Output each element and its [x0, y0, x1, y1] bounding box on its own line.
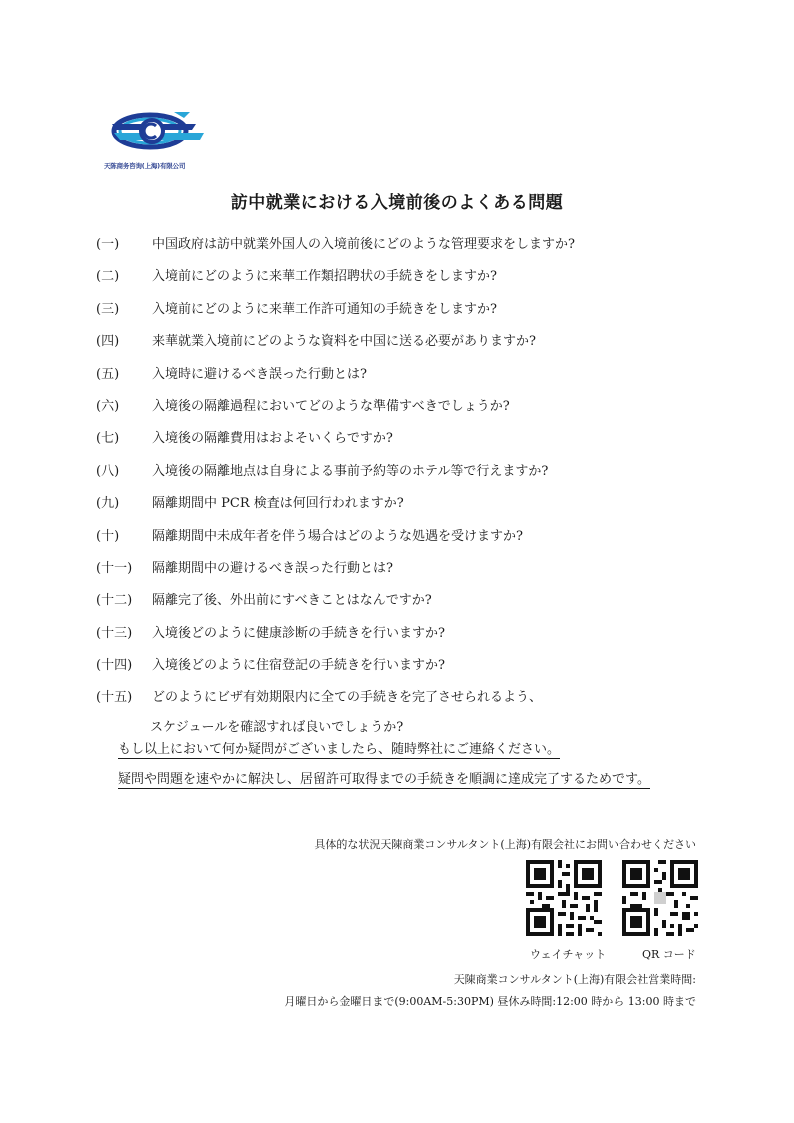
- qr-code[interactable]: [622, 860, 698, 936]
- question-number: (十四): [96, 658, 133, 674]
- question-item: [96, 590, 716, 622]
- wechat-qr-label: ウェイチャット: [530, 948, 607, 961]
- question-item: [96, 266, 716, 298]
- purpose-note: 疑問や問題を速やかに解決し、居留許可取得までの手続きを順調に達成完了するためです。: [118, 768, 650, 789]
- contact-prompt: 具体的な状況天陳商業コンサルタント(上海)有限会社にお問い合わせください: [314, 838, 696, 851]
- question-item: [96, 396, 716, 428]
- qr-code-icon: [622, 860, 698, 936]
- question-number: (十五): [96, 690, 133, 706]
- question-item: [96, 493, 716, 525]
- question-text: 隔離期間中の避けるべき誤った行動とは?: [152, 560, 393, 576]
- question-text: 隔離完了後、外出前にすべきことはなんですか?: [152, 593, 432, 609]
- question-text: 隔離期間中未成年者を伴う場合はどのような処遇を受けますか?: [152, 528, 523, 544]
- question-number: (六): [96, 398, 120, 414]
- company-logo: [104, 100, 224, 178]
- question-item: [96, 428, 716, 460]
- question-item: [96, 299, 716, 331]
- question-text-continuation: スケジュールを確認すれば良いでしょうか?: [150, 720, 404, 736]
- question-list: [96, 234, 716, 736]
- question-number: (四): [96, 334, 120, 350]
- question-item: [96, 234, 716, 266]
- question-item: [96, 526, 716, 558]
- question-item: [96, 364, 716, 396]
- question-number: (七): [96, 431, 120, 447]
- wechat-qr-code[interactable]: [526, 860, 602, 936]
- question-item: [96, 655, 716, 687]
- question-number: (十二): [96, 593, 133, 609]
- question-number: (五): [96, 366, 120, 382]
- question-text: 入境前にどのように来華工作許可通知の手続きをしますか?: [152, 301, 497, 317]
- business-hours-heading: 天陳商業コンサルタント(上海)有限会社営業時間:: [453, 973, 696, 986]
- question-text: 隔離期間中 PCR 検査は何回行われますか?: [152, 496, 404, 512]
- page-title: 訪中就業における入境前後のよくある問題: [230, 193, 564, 213]
- company-logo-caption: 天陈商务咨询(上海)有限公司: [104, 162, 186, 170]
- question-number: (十): [96, 528, 120, 544]
- question-text: 中国政府は訪中就業外国人の入境前後にどのような管理要求をしますか?: [152, 237, 575, 252]
- question-number: (九): [96, 496, 120, 512]
- question-number: (二): [96, 269, 120, 285]
- company-logo-icon: [104, 100, 224, 160]
- question-number: (八): [96, 463, 120, 479]
- question-item: [96, 461, 716, 493]
- question-text: 入境後の隔離地点は自身による事前予約等のホテル等で行えますか?: [152, 463, 549, 479]
- question-text: 入境後どのように住宿登記の手続きを行いますか?: [152, 658, 445, 674]
- question-text: 来華就業入境前にどのような資料を中国に送る必要がありますか?: [152, 334, 536, 350]
- business-hours-detail: 月曜日から金曜日まで(9:00AM-5:30PM) 昼休み時間:12:00 時から 13:00 時まで: [284, 995, 696, 1008]
- question-number: (十三): [96, 625, 133, 641]
- question-text: どのようにビザ有効期限内に全ての手続きを完了させられるよう、: [152, 690, 543, 706]
- question-text: 入境後の隔離過程においてどのような準備すべきでしょうか?: [152, 398, 510, 414]
- question-text: 入境前にどのように来華工作類招聘状の手続きをしますか?: [152, 269, 497, 285]
- question-item: [96, 331, 716, 363]
- question-number: (一): [96, 237, 120, 252]
- contact-note: もし以上において何か疑問がございましたら、随時弊社にご連絡ください。: [118, 738, 560, 759]
- question-text: 入境後どのように健康診断の手続きを行いますか?: [152, 625, 445, 641]
- question-number: (十一): [96, 560, 133, 576]
- question-item: [96, 687, 716, 736]
- question-item: [96, 558, 716, 590]
- question-number: (三): [96, 301, 120, 317]
- question-text: 入境時に避けるべき誤った行動とは?: [152, 366, 367, 382]
- question-item: [96, 623, 716, 655]
- question-text: 入境後の隔離費用はおよそいくらですか?: [152, 431, 393, 447]
- qr-code-label: QR コード: [642, 948, 696, 961]
- wechat-qr-icon: [526, 860, 602, 936]
